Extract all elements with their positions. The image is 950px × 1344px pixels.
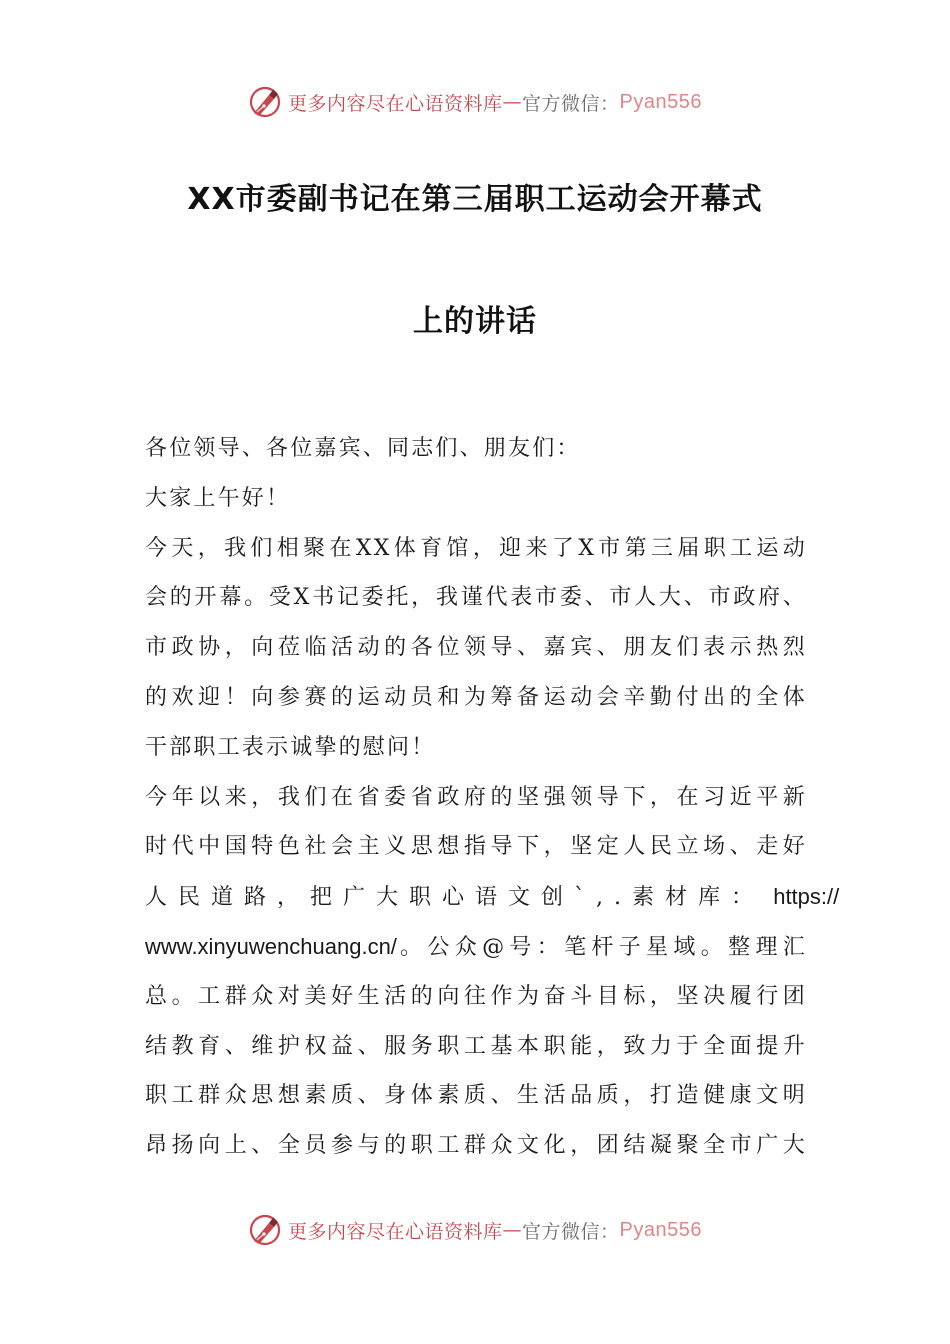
body-line: 的欢迎！向参赛的运动员和为筹备运动会辛勤付出的全体 bbox=[145, 684, 807, 710]
banner-main-text: 更多内容尽在心语资料库 bbox=[288, 92, 503, 115]
footer-watermark-banner bbox=[0, 1208, 950, 1252]
body-line-text: 人民道路，把广大职心语文创`,.素材库： bbox=[145, 885, 764, 911]
body-line-text: 。公众@号：笔杆子星域。整理汇 bbox=[396, 934, 807, 960]
body-line: 结教育、维护权益、服务职工基本职能，致力于全面提升 bbox=[145, 1033, 807, 1059]
pen-nib-logo-icon bbox=[248, 85, 282, 119]
body-line: 职工群众思想素质、身体素质、生活品质，打造健康文明 bbox=[145, 1083, 807, 1109]
body-line bbox=[145, 922, 807, 972]
body-line: 总。工群众对美好生活的向往作为奋斗目标，坚决履行团 bbox=[145, 983, 807, 1009]
speech-body bbox=[145, 424, 840, 1171]
body-line: 时代中国特色社会主义思想指导下，坚定人民立场、走好 bbox=[145, 834, 807, 860]
banner-official-label: 官方微信： bbox=[522, 1220, 620, 1243]
body-line: 市政协，向莅临活动的各位领导、嘉宾、朋友们表示热烈 bbox=[145, 635, 807, 661]
document-title-line-1: XX市委副书记在第三届职工运动会开幕式 bbox=[187, 182, 763, 217]
banner-main-text: 更多内容尽在心语资料库 bbox=[288, 1220, 503, 1243]
body-line-url-end: www.xinyuwenchuang.cn/ bbox=[145, 933, 397, 959]
banner-dash: — bbox=[502, 91, 523, 113]
body-line: 各位领导、各位嘉宾、同志们、朋友们： bbox=[145, 436, 581, 461]
body-line bbox=[145, 872, 840, 922]
pen-nib-logo-icon bbox=[248, 1213, 282, 1247]
banner-wechat-id: Pyan556 bbox=[619, 90, 702, 113]
body-line: 昂扬向上、全员参与的职工群众文化，团结凝聚全市广大 bbox=[145, 1133, 807, 1159]
body-line: 今天，我们相聚在XX体育馆，迎来了X市第三届职工运动 bbox=[145, 535, 807, 561]
body-line: 干部职工表示诚挚的慰问！ bbox=[145, 734, 436, 760]
banner-wechat-id: Pyan556 bbox=[619, 1218, 702, 1241]
body-line: 会的开幕。受X书记委托，我谨代表市委、市人大、市政府、 bbox=[145, 585, 807, 611]
body-line: 今年以来，我们在省委省政府的坚强领导下，在习近平新 bbox=[145, 784, 807, 810]
header-watermark-banner bbox=[0, 80, 950, 124]
body-line: 大家上午好！ bbox=[145, 485, 291, 511]
banner-official-label: 官方微信： bbox=[522, 92, 620, 115]
body-line-url-start: https:// bbox=[773, 884, 840, 910]
banner-dash: — bbox=[502, 1219, 523, 1241]
document-title-line-2: 上的讲话 bbox=[413, 304, 537, 339]
